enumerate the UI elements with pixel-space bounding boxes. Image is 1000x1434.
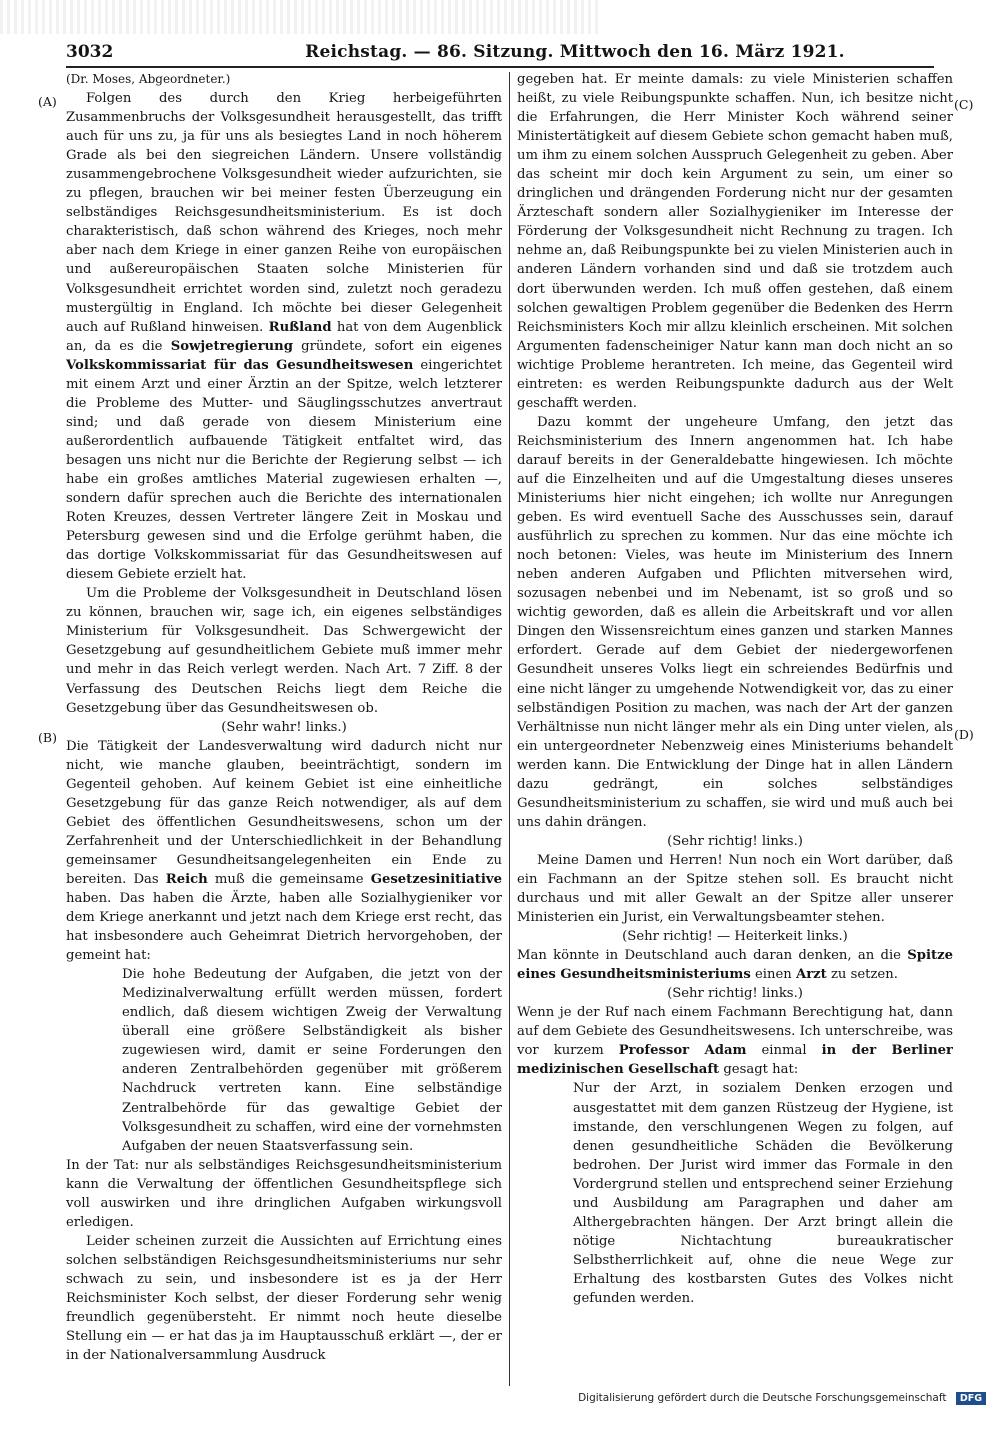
margin-marker-b: (B)	[38, 730, 57, 745]
paragraph	[517, 946, 953, 984]
text-run: Wenn je der Ruf nach einem Fachmann Berechtigung hat, dann auf dem Gebiete des Gesundheitswesens. Ich unterschreibe, was vor kurzem	[517, 1005, 953, 1059]
paragraph: Leider scheinen zurzeit die Aussichten auf Errichtung eines solchen selbständigen Reichsgesundheitsministeriums nur sehr schwach zu sein, und insbesondere ist es ja der Herr Reichsminister Koch selbst, der dieser Forderung sehr wenig freundlich gegenübersteht. Er nimmt noch heute dieselbe Stellung ein — er hat das ja im Hauptausschuß erklärt —, der er in der Nationalversammlung Ausdruck	[66, 1233, 502, 1364]
paragraph	[517, 1003, 953, 1079]
bold-term: Spitze eines Gesundheitsministeriums	[517, 948, 953, 983]
text-run: Die Tätigkeit der Landesverwaltung wird dadurch nicht nur nicht, wie manche glauben, beeinträchtigt, sondern im Gegenteil gehoben. Auf keinem Gebiet ist eine einheitliche Gesetzgebung für das ganze Reich notwendiger, als auf dem Gebiet des öffentlichen Gesundheitswesens, schon um der Zerfahrenheit und der Unterschiedlichkeit in der Behandlung gemeinsamer Gesundheitsangelegenheiten ein Ende zu bereiten. Das	[66, 738, 502, 887]
text-run: eingerichtet mit einem Arzt und einer Ärztin an der Spitze, welch letzterer die Probleme des Mutter- und Säuglingsschutzes anvertraut sind; und daß gerade von diesem Ministerium eine außerordentlich aufbauende Tätigkeit entfaltet wird, das besagen uns nicht nur die Berichte der Regierung selbst — ich habe ein großes amtliches Material zugewiesen erhalten —, sondern dafür sprechen auch die Berichte des internationalen Roten Kreuzes, dessen Vertreter längere Zeit in Moskau und Petersburg gewesen sind und die Erfolge gerühmt haben, die das dortige Volkskommissariat für das Gesundheitswesen auf diesem Gebiete erzielt hat.	[66, 357, 502, 583]
bold-term: Sowjetregierung	[170, 338, 293, 354]
text-run: muß die gemeinsame	[214, 871, 364, 887]
block-quote: Die hohe Bedeutung der Aufgaben, die jetzt von der Medizinalverwaltung erfüllt werden müssen, fordert endlich, daß diesem wichtigen Zweig der Verwaltung überall eine größere Selbständigkeit als bisher zugewiesen wird, damit er seine Forderungen den anderen Zentralbehörden gegenüber mit größerem Nachdruck vertreten kann. Eine selbständige Zentralbehörde für das gewaltige Gebiet der Volksgesundheit zu schaffen, wird eine der vornehmsten Aufgaben der neuen Staatsverfassung sein.	[122, 967, 502, 1154]
interjection: (Sehr wahr! links.)	[221, 719, 347, 735]
paragraph	[66, 737, 502, 966]
column-separator	[509, 72, 510, 1386]
scan-artifact	[0, 0, 600, 34]
bold-term: Reich	[165, 871, 208, 887]
text-run: Man könnte in Deutschland auch daran denken, an die	[517, 948, 901, 964]
interjection: (Sehr richtig! links.)	[667, 986, 803, 1002]
right-column	[517, 70, 953, 1388]
paragraph: gegeben hat. Er meinte damals: zu viele Ministerien schaffen heißt, zu viele Reibungspunkte schaffen. Nun, ich besitze nicht die Erfahrungen, die Herr Minister Koch während seiner Ministertätigkeit auf diesem Gebiete schon gemacht haben muß, um ihm zu einem solchen Ausspruch Gelegenheit zu geben. Aber das scheint mir doch kein Argument zu sein, um einer so dringlichen und drängenden Forderung nicht nur der gesamten Ärzteschaft sondern aller Sozialhygieniker im Interesse der Förderung der Volksgesundheit nicht Rechnung zu tragen. Ich nehme an, daß Reibungspunkte bei zu vielen Ministerien auch in anderen Ländern vorhanden sind und daß sie trotzdem auch dort überwunden werden. Ich muß offen gestehen, daß einem solchen gewaltigen Problem gegenüber die Bedenken des Herrn Reichsministers Koch mir allzu kleinlich erscheinen. Mit solchen Argumenten fadenscheiniger Natur kann man doch nicht an so wichtige Probleme herantreten. Ich meine, das Gegenteil wird eintreten: es werden Reibungspunkte dadurch aus der Welt geschafft werden.	[517, 72, 953, 411]
interjection: (Sehr richtig! — Heiterkeit links.)	[622, 929, 848, 945]
text-run: hat von dem Augenblick an, da es die	[66, 319, 502, 354]
paragraph: Um die Probleme der Volksgesundheit in Deutschland lösen zu können, brauchen wir, sage ich, ein eigenes selbständiges Ministerium für Volksgesundheit. Das Schwergewicht der Gesetzgebung auf gesundheitlichem Gebiete muß immer mehr und mehr in das Reich verlegt werden. Nach Art. 7 Ziff. 8 der Verfassung des Deutschen Reichs liegt dem Reiche die Gesetzgebung über das Gesundheitswesen ob.	[66, 586, 502, 716]
left-column	[66, 70, 502, 1388]
page-header	[66, 38, 934, 68]
bold-term: Professor Adam	[618, 1043, 747, 1059]
bold-term: in der Berliner medizinischen Gesellschaft	[517, 1043, 953, 1078]
credit-text: Digitalisierung gefördert durch die Deutsche Forschungsgemeinschaft	[578, 1392, 947, 1404]
page-title: Reichstag. — 86. Sitzung. Mittwoch den 16. März 1921.	[305, 42, 845, 62]
text-run: einen	[754, 967, 792, 983]
speaker-attribution: (Dr. Moses, Abgeordneter.)	[66, 72, 231, 86]
paragraph: Meine Damen und Herren! Nun noch ein Wort darüber, daß ein Fachmann an der Spitze stehen soll. Es braucht nicht durchaus und mit aller Gewalt an der Spitze aller unserer Ministerien ein Jurist, ein Verwaltungsbeamter stehen.	[517, 852, 953, 926]
margin-marker-c: (C)	[954, 97, 974, 112]
text-run: Folgen des durch den Krieg herbeigeführten Zusammenbruchs der Volksgesundheit herausgestellt, das trifft auch für uns zu, ja für uns als besiegtes Land in noch höherem Grade als bei den siegreichen Ländern. Unsere vollständig zusammengebrochene Volksgesundheit wieder aufzurichten, sie zu pflegen, brauchen wir bei meiner festen Überzeugung ein selbständiges Reichsgesundheitsministerium. Es ist doch charakteristisch, daß schon während des Krieges, noch mehr aber nach dem Kriege in einer ganzen Reihe von europäischen und außereuropäischen Staaten solche Ministerien für Volksgesundheit errichtet worden sind, zuletzt noch geradezu mustergültig in England. Ich möchte bei dieser Gelegenheit auch auf Rußland hinweisen.	[66, 91, 502, 335]
text-run: zu setzen.	[830, 967, 898, 983]
text-run: einmal	[761, 1043, 807, 1059]
margin-marker-a: (A)	[38, 94, 57, 109]
interjection: (Sehr richtig! links.)	[667, 833, 803, 849]
text-run: haben. Das haben die Ärzte, haben alle Sozialhygieniker vor dem Kriege anerkannt und jetzt nach dem Kriege erst recht, das hat insbesondere auch Geheimrat Dietrich hervorgehoben, der gemeint hat:	[66, 891, 502, 964]
text-run: gründete, sofort ein eigenes	[301, 338, 502, 354]
bold-term: Volkskommissariat für das Gesundheitswesen	[66, 357, 414, 373]
bold-term: Gesetzesinitiative	[370, 871, 502, 887]
digitization-credit	[578, 1392, 986, 1405]
paragraph	[66, 89, 502, 584]
paragraph: In der Tat: nur als selbständiges Reichsgesundheitsministerium kann die Verwaltung der öffentlichen Gesundheitspflege sich voll auswirken und ihre dringlichen Aufgaben wirkungsvoll erledigen.	[66, 1157, 502, 1230]
page-number: 3032	[66, 42, 114, 62]
dfg-logo: DFG	[956, 1392, 986, 1405]
margin-marker-d: (D)	[954, 727, 974, 742]
block-quote: Nur der Arzt, in sozialem Denken erzogen und ausgestattet mit dem ganzen Rüstzeug der Hygiene, ist imstande, den verschlungenen Wegen zu folgen, auf denen gesundheitliche Schäden die Bevölkerung bedrohen. Der Jurist wird immer das Formale in den Vordergrund stellen und entsprechend seiner Erziehung und Ausbildung am Paragraphen und daher am Althergebrachten hängen. Der Arzt bringt allein die nötige Nichtachtung bureaukratischer Selbstherrlichkeit auf, ohne die neue Wege zur Erhaltung des kostbarsten Gutes des Volkes nicht gefunden werden.	[573, 1081, 953, 1306]
bold-term: Rußland	[268, 319, 332, 335]
text-run: gesagt hat:	[723, 1062, 799, 1078]
paragraph: Dazu kommt der ungeheure Umfang, den jetzt das Reichsministerium des Innern angenommen hat. Ich habe darauf bereits in der Generaldebatte hingewiesen. Ich möchte auf die Einzelheiten und auf die Umgestaltung dieses unseres Ministeriums hier nicht eingehen; ich wollte nur Anregungen geben. Es wird eventuell Sache des Ausschusses sein, darauf ausführlich zu sprechen zu kommen. Nur das eine möchte ich noch betonen: Vieles, was heute im Ministerium des Innern neben anderen Aufgaben und Pflichten mitversehen wird, sozusagen nebenbei und im Nebenamt, ist so groß und so wichtig geworden, daß es allein die Arbeitskraft und vor allen Dingen den Wissensreichtum eines ganzen und starken Mannes erfordert. Gerade auf dem Gebiet der niedergeworfenen Gesundheit unseres Volks liegt ein schreiendes Bedürfnis und eine nicht länger zu umgehende Notwendigkeit vor, das zu einer selbständigen Position zu machen, was nach der Art der ganzen Verhältnisse nun nicht länger mehr als ein Ding unter vielen, als ein untergeordneter Nebenzweig eines Ministeriums behandelt werden kann. Die Entwicklung der Dinge hat in allen Ländern dazu gedrängt, ein solches selbständiges Gesundheitsministerium zu schaffen, sie wird und muß auch bei uns dahin drängen.	[517, 414, 953, 830]
bold-term: Arzt	[796, 967, 827, 983]
